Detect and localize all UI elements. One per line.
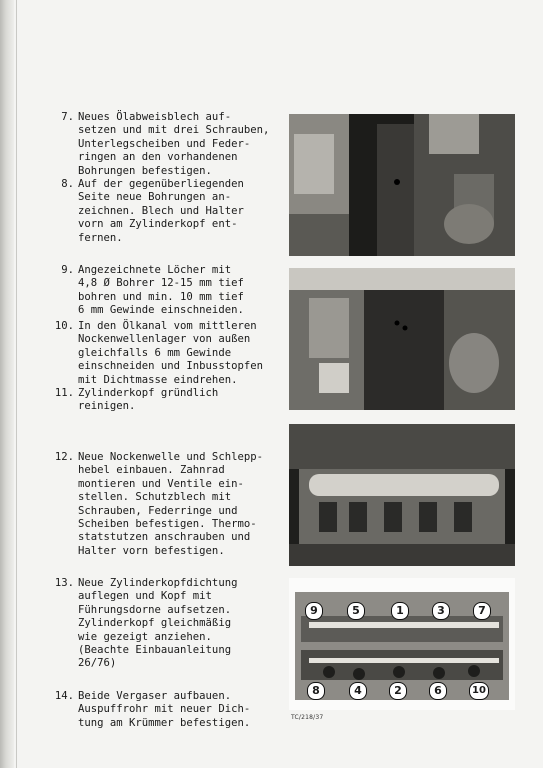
bolt-number-label: 4 (349, 682, 367, 700)
photo-camshaft-installed (289, 424, 515, 566)
page-binding-shadow (0, 0, 14, 768)
step-text: In den Ölkanal vom mittleren Nockenwellenlager von außen gleichfalls 6 mm Gewinde einschneiden und Inbusstopfen mit Dichtmasse eindrehen. (78, 320, 263, 386)
step-number: 11. (54, 387, 74, 399)
step-text: Neues Ölabweisblech auf- setzen und mit drei Schrauben, Unterlegscheiben und Feder- ringen an den vorhandenen Bohrungen befestigen. (78, 111, 270, 177)
bolt-sequence-top-row (289, 578, 515, 618)
bolt-number-label: 5 (347, 602, 365, 620)
step-text: Zylinderkopf gründlich reinigen. (78, 387, 219, 413)
photo-head-bolt-sequence (289, 578, 515, 710)
step-number: 9. (61, 264, 74, 276)
bolt-number-label: 6 (429, 682, 447, 700)
step-text: Auf der gegenüberliegenden Seite neue Bohrungen an- zeichnen. Blech und Halter vorn am Zylinderkopf ent- fernen. (78, 178, 244, 244)
bolt-number-label: 8 (307, 682, 325, 700)
bolt-sequence-bottom-row (289, 678, 515, 708)
step-number: 13. (54, 577, 74, 589)
step-number: 14. (54, 690, 74, 702)
bolt-number-label: 1 (391, 602, 409, 620)
bolt-number-label: 9 (305, 602, 323, 620)
step-text: Beide Vergaser aufbauen. Auspuffrohr mit neuer Dich- tung am Krümmer befestigen. (78, 690, 251, 729)
step-number: 10. (54, 320, 74, 332)
bolt-number-label: 2 (389, 682, 407, 700)
step-number: 7. (61, 111, 74, 123)
step-text: Angezeichnete Löcher mit 4,8 Ø Bohrer 12-15 mm tief bohren und min. 10 mm tief 6 mm Gewinde einschneiden. (78, 264, 244, 317)
step-number: 12. (54, 451, 74, 463)
bolt-number-label: 10 (469, 682, 489, 700)
step-number: 8. (61, 178, 74, 190)
step-text: Neue Zylinderkopfdichtung auflegen und Kopf mit Führungsdorne aufsetzen. Zylinderkopf gleichmäßig wie gezeigt anziehen. (Beachte Einbauanleitung 26/76) (78, 577, 238, 670)
bolt-number-label: 3 (432, 602, 450, 620)
photo-oil-deflector-plate (289, 114, 515, 256)
photo-drilled-holes (289, 268, 515, 410)
step-text: Neue Nockenwelle und Schlepp- hebel einbauen. Zahnrad montieren und Ventile ein- stellen. Schutzblech mit Schrauben, Federringe und Scheiben befestigen. Thermo- statstutzen anschrauben und Halter vorn befestigen. (78, 451, 263, 557)
bolt-number-label: 7 (473, 602, 491, 620)
photo-caption: TC/218/37 (291, 714, 324, 721)
page-binding-edge (16, 0, 17, 768)
